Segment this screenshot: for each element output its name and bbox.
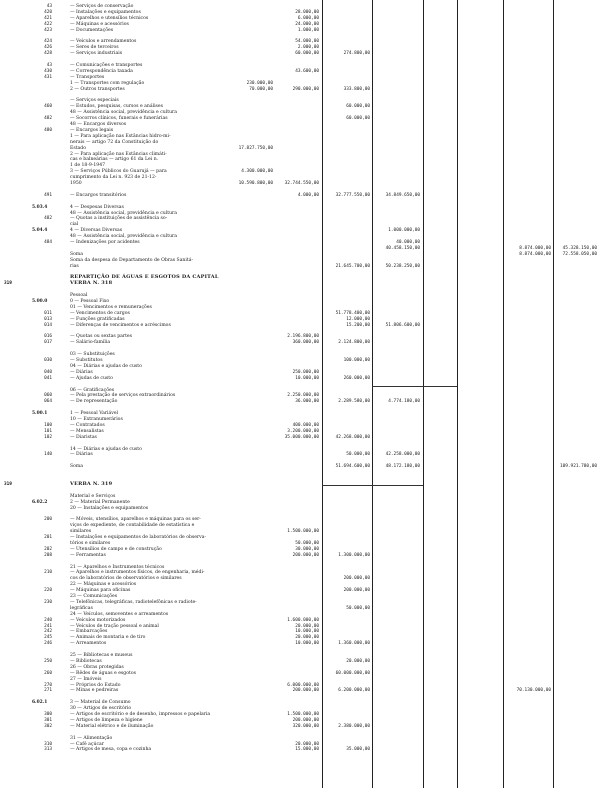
item-description: — Quotas a instituições de assistência so- — [70, 216, 168, 222]
item-description: — Animais de montaria e de tiro — [70, 635, 146, 641]
item-description: — Máquinas para oficinas — [70, 588, 131, 594]
item-description: cumprimento da Lei n. 923 de 21-12- — [70, 175, 157, 181]
item-code: 270 — [44, 682, 52, 688]
amount-c4: 4.774.180,00 — [388, 399, 420, 405]
amount-c3: 200.000,00 — [343, 576, 370, 582]
item-description: 25 — Bibliotecas e museus — [70, 653, 133, 658]
item-code: 102 — [44, 434, 52, 440]
item-description: — Telefônicas, telegráficas, radiotelefônicas e radiote- — [70, 599, 197, 605]
amount-c2: 2.000,00 — [297, 45, 319, 51]
amount-c2: 200.000,00 — [292, 717, 319, 723]
item-code: 428 — [44, 51, 52, 57]
amount-c2: 36.000,00 — [295, 399, 319, 405]
item-description: 22 — Máquinas e acessórios — [70, 582, 137, 588]
item-code: 014 — [44, 322, 52, 328]
amount-c4: 48.172.180,00 — [385, 464, 420, 470]
item-description: — Bibliotecas — [70, 658, 102, 664]
item-code: 245 — [44, 635, 52, 641]
item-code: 310 — [44, 741, 52, 747]
item-description: — Aparelhos e instrumentos físicos, de engenharia, médi- — [70, 570, 205, 576]
item-description: — Comunicações e transportes — [70, 63, 143, 68]
item-code: 011 — [44, 310, 52, 316]
item-description: 04 — Diárias e ajudas de custo — [70, 363, 142, 369]
item-code: 200 — [44, 517, 52, 523]
item-description: — Encargos legais — [70, 127, 114, 133]
section-heading: VERBA N. 319 — [70, 480, 113, 487]
item-description: 03 — Substituições — [70, 352, 115, 358]
item-description: — Arreamentos — [70, 641, 107, 647]
item-description: 2 — Para aplicação nas Estâncias climáti- — [70, 151, 167, 157]
amount-c2: 1.600.000,00 — [287, 617, 319, 623]
item-description: cial — [70, 222, 79, 228]
margin-number: 319 — [4, 481, 12, 487]
amount-c3: 60.000,00 — [346, 116, 370, 122]
item-code: 060 — [44, 393, 52, 399]
amount-c2: 10.000,00 — [295, 629, 319, 635]
item-description: — Veículos e arrendamentos — [70, 39, 137, 45]
amount-c1: 10.590.800,00 — [238, 181, 273, 186]
amount-c2: 2.250.000,00 — [287, 393, 319, 399]
amount-c3: 42.268.000,00 — [335, 434, 370, 440]
amount-c3: 35.000,00 — [346, 747, 370, 753]
item-code: 013 — [44, 316, 52, 322]
item-code: 302 — [44, 723, 52, 729]
item-description: rias — [70, 263, 79, 269]
amount-c3: 333.800,00 — [343, 86, 370, 92]
item-description: 48 — Assistência social, previdência e cultura — [70, 234, 177, 240]
item-description: — Instalações e equipamentos — [70, 9, 141, 15]
section-code: 5.03.4 — [32, 204, 48, 210]
item-description: — De representação — [70, 399, 118, 405]
item-code: 250 — [44, 658, 52, 664]
item-description: 27 — Imóveis — [70, 676, 102, 682]
amount-c2: 4.000,00 — [297, 192, 319, 198]
item-code: 423 — [44, 27, 52, 33]
amount-c4: 40.000,00 — [396, 240, 420, 245]
amount-c3: 1.360.000,00 — [338, 641, 370, 647]
item-description: 31 — Alimentação — [70, 735, 113, 741]
section-heading: REPARTIÇÃO DE ÁGUAS E ESGOTOS DA CAPITAL — [70, 274, 219, 281]
item-description: — Artigos de escritório e de desenho, impressos e papelaria — [70, 712, 211, 717]
amount-c2: 290.000,00 — [292, 86, 319, 92]
amount-c2: 6.000.000,00 — [287, 682, 319, 688]
amount-c7: 45.328.150,00 — [562, 245, 597, 251]
amount-c2: 320.000,00 — [292, 723, 319, 729]
item-description: 24 — Veículos, semoventes e arreamentos — [70, 611, 169, 617]
item-description: — Pela prestação de serviços extraordinários — [70, 393, 176, 399]
item-code: 030 — [44, 358, 52, 363]
item-code: 484 — [44, 240, 52, 245]
item-description: 1 de 18-9-1947 — [70, 163, 106, 169]
amount-c6: 70.130.000,00 — [516, 688, 551, 694]
item-description: cos de laboratórios de observatórios e similares — [70, 576, 182, 582]
item-description: 21 — Aparelhos e Instrumentos técnicos — [70, 564, 165, 570]
item-description: — Rêdes de águas e esgotos — [70, 670, 136, 676]
item-code: 482 — [44, 216, 52, 222]
amount-c2: 1.500.000,00 — [287, 529, 319, 535]
amount-c2: 200.000,00 — [292, 688, 319, 694]
item-description: 2 — Material Permanente — [70, 499, 130, 505]
amount-c2: 15.000,00 — [295, 747, 319, 753]
item-description: — Encargos transitórios — [70, 192, 127, 198]
amount-c2: 250.000,00 — [292, 369, 319, 375]
item-description: viços de expediente, de contabilidade de estatística e — [70, 523, 195, 529]
item-description: 1950 — [70, 181, 82, 186]
amount-c3: 2.289.580,00 — [338, 399, 370, 405]
amount-c3: 260.000,00 — [343, 375, 370, 381]
amount-c3: 50.000,00 — [346, 452, 370, 458]
amount-c2: 30.000,00 — [295, 546, 319, 552]
item-code: 016 — [44, 334, 52, 340]
item-description: — Veículos motorizados — [70, 617, 126, 623]
item-code: 424 — [44, 39, 52, 45]
amount-c4: 50.238.250,00 — [385, 263, 420, 269]
item-code: 460 — [44, 104, 52, 110]
amount-c1: 17.827.750,00 — [238, 145, 273, 151]
item-description: — Máquinas e acessórios — [70, 21, 129, 27]
amount-c3: 60.000,00 — [346, 104, 370, 110]
amount-c2: 50.000,00 — [295, 540, 319, 546]
amount-c3: 2.380.000,00 — [338, 723, 370, 729]
item-description: legráficas — [70, 605, 93, 611]
item-description: — Substitutos — [70, 358, 103, 363]
amount-c3: 51.778.400,00 — [335, 310, 370, 316]
item-description: — Estudos, pesquisas, cursos e análises — [70, 104, 163, 110]
item-description: Soma da despesa do Departamento de Obras Sanitá- — [70, 257, 194, 263]
amount-c2: 360.000,00 — [292, 340, 319, 346]
item-code: 017 — [44, 340, 52, 346]
amount-c7: 109.921.780,00 — [559, 464, 597, 470]
item-description: — Socorros clínicos, funerais e funerárias — [70, 116, 168, 122]
item-description: — Quotas ou sextas partes — [70, 334, 132, 340]
item-description: 2 — Outros transportes — [70, 86, 125, 92]
item-description: — Serviços de conservação — [70, 4, 134, 9]
section-code: 6.02.2 — [32, 499, 48, 505]
section-code: 5.00.1 — [32, 411, 48, 417]
item-code: 430 — [44, 68, 52, 74]
item-code: 240 — [44, 617, 52, 623]
amount-c3: 12.000,00 — [346, 316, 370, 322]
amount-c2: 200.000,00 — [292, 552, 319, 558]
item-code: 202 — [44, 546, 52, 552]
item-code: 43 — [46, 4, 52, 9]
item-description: — Utensílios de campo e de construção — [70, 546, 162, 552]
item-description: — Salário-família — [70, 340, 111, 346]
item-code: 431 — [44, 74, 52, 80]
item-code: 260 — [44, 670, 52, 676]
item-description: similares — [70, 529, 92, 535]
amount-c4: 1.000.000,00 — [388, 228, 420, 234]
item-code: 313 — [44, 747, 52, 753]
item-description: — Vencimentos de cargos — [70, 310, 130, 316]
item-description: Soma — [70, 464, 84, 470]
item-code: 300 — [44, 712, 52, 717]
item-code: 241 — [44, 623, 52, 629]
item-code: 100 — [44, 422, 52, 428]
item-description: — Minas e pedreiras — [70, 688, 119, 694]
item-code: 271 — [44, 688, 52, 694]
item-description: 3 — Serviços Públicos do Guarujá — para — [70, 169, 167, 175]
amount-c3: 32.777.550,00 — [335, 192, 370, 198]
amount-c2: 20.000,00 — [295, 623, 319, 629]
amount-c3: 15.200,00 — [346, 322, 370, 328]
item-description: cas e balneárias — artigo 61 da Lei n. — [70, 157, 159, 163]
amount-c3: 200.000,00 — [343, 588, 370, 594]
item-code: 422 — [44, 21, 52, 27]
item-code: 242 — [44, 629, 52, 635]
amount-c2: 43.600,00 — [295, 68, 319, 74]
item-description: — Ferramentas — [70, 552, 106, 558]
amount-c6: 8.874.000,00 — [519, 245, 551, 251]
item-description: Soma — [70, 251, 84, 257]
item-description: — Ajudas de custo — [70, 375, 113, 381]
item-description: 30 — Artigos de escritório — [70, 706, 132, 712]
item-code: 480 — [44, 127, 52, 133]
item-description: — Correspondência taxada — [70, 68, 133, 74]
item-description: — Artigos de mesa, copa e cozinha — [70, 747, 152, 753]
item-code: 482 — [44, 116, 52, 122]
amount-c2: 54.000,00 — [295, 39, 319, 45]
amount-c3: 274.800,00 — [343, 51, 370, 57]
item-code: 201 — [44, 535, 52, 540]
item-description: 1 — Pessoal Variável — [70, 411, 119, 417]
item-description: — Artigos de limpeza e higiene — [70, 717, 143, 723]
item-description: 1 — Transportes com regulação — [70, 80, 145, 86]
amount-c2: 20.000,00 — [295, 635, 319, 641]
item-description: — Veículos de tração pessoal e animal — [70, 623, 159, 629]
item-description: 06 — Gratificações — [70, 387, 115, 393]
amount-c1: 4.300.000,00 — [241, 169, 273, 175]
item-description: — Café açúcar — [70, 741, 104, 747]
item-code: 140 — [44, 452, 52, 458]
item-code: 246 — [44, 641, 52, 647]
item-code: 421 — [44, 15, 52, 21]
amount-c3: 2.124.800,00 — [338, 340, 370, 346]
item-description: — Diferenças de vencimentos e acréscimos — [70, 322, 171, 328]
budget-row — [0, 745, 600, 754]
item-description: 26 — Obras protegidas — [70, 664, 124, 670]
item-description: 3 — Material de Consumo — [70, 700, 131, 706]
amount-c3: 6.200.000,00 — [338, 688, 370, 694]
amount-c2: 24.000,00 — [295, 21, 319, 27]
amount-c1: 230.000,00 — [246, 80, 273, 86]
item-code: 064 — [44, 399, 52, 405]
item-description: tórios e similares — [70, 540, 111, 546]
item-code: 301 — [44, 717, 52, 723]
margin-number: 319 — [4, 281, 12, 287]
amount-c2: 3.200.000,00 — [287, 428, 319, 434]
item-description: — Material elétrico e de iluminação — [70, 723, 154, 729]
item-description: 20 — Instalações e equipamentos — [70, 505, 149, 511]
item-description: 48 — Assistência social, previdência e cultura — [70, 110, 177, 116]
item-description: 23 — Comunicações — [70, 594, 118, 599]
amount-c2: 400.000,00 — [292, 422, 319, 428]
amount-c2: 28.000,00 — [295, 9, 319, 15]
section-heading: VERBA N. 318 — [70, 280, 113, 287]
amount-c3: 1.300.000,00 — [338, 552, 370, 558]
item-code: 220 — [44, 588, 52, 594]
amount-c2: 1.000,00 — [297, 27, 319, 33]
item-description: 4 — Despesas Diversas — [70, 204, 124, 210]
item-description: — Documentações — [70, 27, 114, 33]
amount-c2: 10.000,00 — [295, 375, 319, 381]
item-description: — Diárias — [70, 452, 93, 458]
item-description: — Contratados — [70, 422, 105, 428]
amount-c2: 20.000,00 — [295, 741, 319, 747]
item-description: — Embarcações — [70, 629, 108, 635]
item-description: Estado — [70, 145, 87, 151]
item-code: 041 — [44, 375, 52, 381]
item-code: 230 — [44, 599, 52, 605]
item-description: 48 — Assistência social, previdência e cultura — [70, 210, 177, 216]
amount-c3: 51.694.600,00 — [335, 464, 370, 470]
amount-c3: 60.000.000,00 — [335, 670, 370, 676]
item-description: 48 — Encargos diversos — [70, 122, 127, 127]
amount-c1: 70.000,00 — [249, 86, 273, 92]
amount-c2: 35.000.000,00 — [284, 434, 319, 440]
amount-c2: 2.196.800,00 — [287, 334, 319, 340]
item-code: 208 — [44, 552, 52, 558]
amount-c6: 8.874.000,00 — [519, 251, 551, 257]
item-description: Material e Serviços — [70, 493, 116, 499]
item-description: 0 — Pessoal Fixo — [70, 299, 110, 304]
section-code: 5.04.4 — [32, 228, 48, 234]
item-description: 4 — Diversas Diversas — [70, 228, 123, 234]
item-description: — Serviços industriais — [70, 51, 123, 57]
item-description: Pessoal — [70, 293, 88, 299]
item-code: 210 — [44, 570, 52, 576]
item-description: — Instalações e equipamentos de laboratórios de observa- — [70, 535, 207, 540]
item-description: — Diaristas — [70, 434, 97, 440]
amount-c3: 20.000,00 — [346, 658, 370, 664]
amount-c4: 40.458.150,00 — [385, 245, 420, 251]
item-description: — Indenizações por acidentes — [70, 240, 140, 245]
item-description: — Aparelhos e utensílios técnicos — [70, 15, 149, 21]
item-description: — Móveis, utensílios, aparelhos e máquinas para os ser- — [70, 517, 201, 523]
amount-c4: 42.258.000,00 — [385, 452, 420, 458]
item-description: — Diárias — [70, 369, 93, 375]
amount-c2: 6.000,00 — [297, 15, 319, 21]
amount-c3: 21.645.700,00 — [335, 263, 370, 269]
item-description: 01 — Vencimentos e remunerações — [70, 304, 152, 310]
item-description: 1 — Para aplicação nas Estâncias hidro-mi- — [70, 133, 171, 139]
item-description: nerais — artigo 72 da Constituição do — [70, 139, 159, 145]
item-code: 426 — [44, 45, 52, 51]
item-description: — Mensalistas — [70, 428, 104, 434]
amount-c4: 34.849.650,00 — [385, 192, 420, 198]
amount-c3: 100.000,00 — [343, 358, 370, 363]
item-code: 040 — [44, 369, 52, 375]
amount-c7: 72.558.050,00 — [562, 251, 597, 257]
section-code: 5.00.0 — [32, 299, 48, 304]
item-description: — Funções gratificadas — [70, 316, 125, 322]
item-description: 14 — Diárias e ajudas de custo — [70, 446, 142, 452]
amount-c2: 32.744.550,00 — [284, 181, 319, 186]
item-code: 491 — [44, 192, 52, 198]
amount-c3: 50.000,00 — [346, 605, 370, 611]
amount-c2: 1.500.000,00 — [287, 712, 319, 717]
item-description: — Seres de terceiros — [70, 45, 119, 51]
item-code: 420 — [44, 9, 52, 15]
amount-c2: 60.000,00 — [295, 51, 319, 57]
section-code: 6.02.1 — [32, 700, 48, 706]
item-description: 10 — Extranumerários — [70, 417, 123, 422]
item-code: 43 — [46, 63, 52, 68]
amount-c4: 51.806.600,00 — [385, 322, 420, 328]
item-description: — Transportes — [70, 74, 105, 80]
amount-c2: 10.000,00 — [295, 641, 319, 647]
item-description: — Serviços especiais — [70, 98, 119, 104]
item-description: — Próprios do Estado — [70, 682, 121, 688]
item-code: 101 — [44, 428, 52, 434]
